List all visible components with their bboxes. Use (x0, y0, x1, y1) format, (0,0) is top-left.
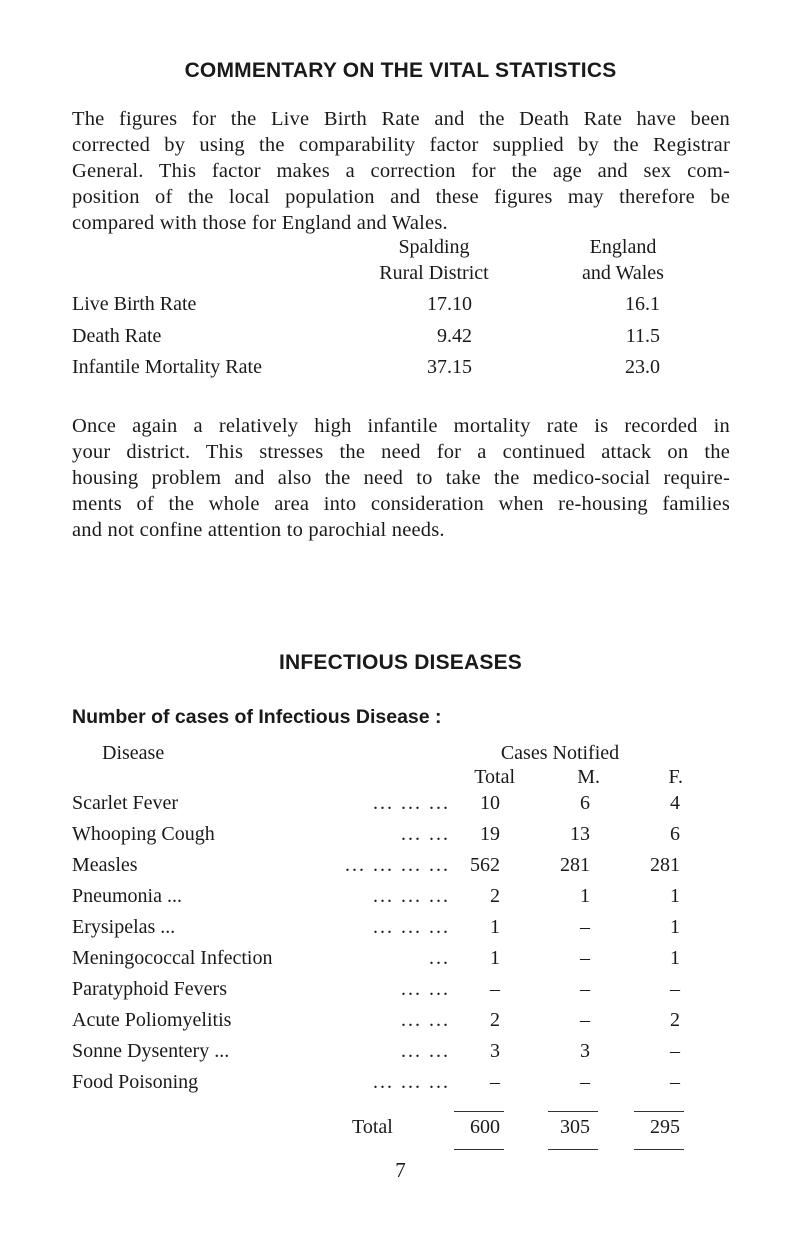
cell-f: 1 (670, 885, 680, 907)
table-row (0, 916, 801, 946)
cell-m: – (580, 916, 590, 938)
table-row (0, 1040, 801, 1070)
cell-m: 6 (580, 792, 590, 814)
page-title: COMMENTARY ON THE VITAL STATISTICS (184, 59, 617, 82)
cases-header: Cases Notified (500, 742, 620, 764)
total-rule-bottom (454, 1149, 504, 1150)
table-row (0, 885, 801, 915)
table-row (0, 978, 801, 1008)
disease-name: Sonne Dysentery ... (72, 1040, 230, 1062)
cell-f: 6 (670, 823, 680, 845)
rate-local: 17.10 (427, 293, 472, 315)
col-header-national-1: England (589, 236, 657, 258)
paragraph-line: housing problem and also the need to take the medico-social require- (72, 467, 730, 489)
cell-m: 1 (580, 885, 590, 907)
rate-national: 11.5 (625, 325, 660, 347)
paragraph-line: position of the local population and these figures may therefore be (72, 186, 730, 208)
rate-label: Live Birth Rate (72, 293, 197, 315)
cell-m: 281 (560, 854, 590, 876)
commentary-paragraph-2 (72, 413, 730, 543)
leader-dots: ... ... ... (373, 885, 450, 907)
col-header-national-2: and Wales (582, 262, 664, 284)
table-row (0, 823, 801, 853)
cell-m: 3 (580, 1040, 590, 1062)
cell-f: – (670, 978, 680, 1000)
cell-total: 10 (480, 792, 500, 814)
disease-header: Disease (102, 742, 165, 764)
col-f-header: F. (668, 766, 683, 788)
table-row (0, 792, 801, 822)
total-rule-top (634, 1111, 684, 1112)
cell-f: 1 (670, 916, 680, 938)
cell-m: – (580, 947, 590, 969)
table-row (0, 854, 801, 884)
paragraph-line: ments of the whole area into consideration when re-housing families (72, 493, 730, 515)
paragraph-line: General. This factor makes a correction for the age and sex com- (72, 160, 730, 182)
leader-dots: ... ... (401, 978, 450, 1000)
total-rule-bottom (634, 1149, 684, 1150)
cell-total: 3 (490, 1040, 500, 1062)
paragraph-line: compared with those for England and Wales. (72, 212, 448, 234)
rate-national: 16.1 (625, 293, 660, 315)
disease-name: Erysipelas ... (72, 916, 176, 938)
col-m-header: M. (577, 766, 600, 788)
cell-total: – (490, 978, 500, 1000)
total-cell-f: 295 (650, 1116, 680, 1138)
disease-name: Scarlet Fever (72, 792, 179, 814)
cell-total: 562 (470, 854, 500, 876)
table-row (0, 947, 801, 977)
cell-total: 2 (490, 885, 500, 907)
rate-national: 23.0 (625, 356, 660, 378)
leader-dots: ... ... ... (373, 792, 450, 814)
cell-m: – (580, 1009, 590, 1031)
paragraph-line: your district. This stresses the need for a continued attack on the (72, 441, 730, 463)
leader-dots: ... (429, 947, 450, 969)
disease-name: Whooping Cough (72, 823, 215, 845)
cell-f: 281 (650, 854, 680, 876)
cell-total: 1 (490, 947, 500, 969)
cell-f: – (670, 1040, 680, 1062)
rate-label: Death Rate (72, 325, 162, 347)
cell-m: – (580, 1071, 590, 1093)
table-row (0, 1009, 801, 1039)
cell-f: 2 (670, 1009, 680, 1031)
section-subtitle: Number of cases of Infectious Disease : (72, 706, 442, 728)
leader-dots: ... ... ... ... (345, 854, 450, 876)
leader-dots: ... ... (401, 1040, 450, 1062)
disease-name: Pneumonia ... (72, 885, 182, 907)
disease-name: Food Poisoning (72, 1071, 199, 1093)
col-header-local-2: Rural District (379, 262, 489, 284)
cell-total: 19 (480, 823, 500, 845)
cell-m: – (580, 978, 590, 1000)
cell-m: 13 (570, 823, 590, 845)
paragraph-line: and not confine attention to parochial needs. (72, 519, 445, 541)
disease-name: Acute Poliomyelitis (72, 1009, 232, 1031)
cell-total: 2 (490, 1009, 500, 1031)
total-cell-total: 600 (470, 1116, 500, 1138)
total-rule-top (548, 1111, 598, 1112)
leader-dots: ... ... (401, 1009, 450, 1031)
cell-f: 4 (670, 792, 680, 814)
commentary-paragraph-1 (72, 106, 730, 236)
leader-dots: ... ... ... (373, 916, 450, 938)
cell-f: 1 (670, 947, 680, 969)
disease-name: Measles (72, 854, 138, 876)
total-rule-top (454, 1111, 504, 1112)
table-row (0, 1071, 801, 1101)
total-cell-m: 305 (560, 1116, 590, 1138)
cell-total: – (490, 1071, 500, 1093)
rate-local: 37.15 (427, 356, 472, 378)
paragraph-line: The figures for the Live Birth Rate and the Death Rate have been (72, 108, 730, 130)
rate-local: 9.42 (437, 325, 472, 347)
disease-name: Meningococcal Infection (72, 947, 273, 969)
col-header-local-1: Spalding (398, 236, 470, 258)
disease-name: Paratyphoid Fevers (72, 978, 227, 1000)
leader-dots: ... ... (401, 823, 450, 845)
paragraph-line: corrected by using the comparability factor supplied by the Registrar (72, 134, 730, 156)
page-number: 7 (395, 1158, 406, 1182)
col-total-header: Total (474, 766, 515, 788)
rate-label: Infantile Mortality Rate (72, 356, 262, 378)
section-title: INFECTIOUS DISEASES (278, 651, 522, 674)
total-rule-bottom (548, 1149, 598, 1150)
leader-dots: ... ... ... (373, 1071, 450, 1093)
total-label: Total (352, 1116, 393, 1138)
cell-f: – (670, 1071, 680, 1093)
paragraph-line: Once again a relatively high infantile mortality rate is recorded in (72, 415, 730, 437)
cell-total: 1 (490, 916, 500, 938)
